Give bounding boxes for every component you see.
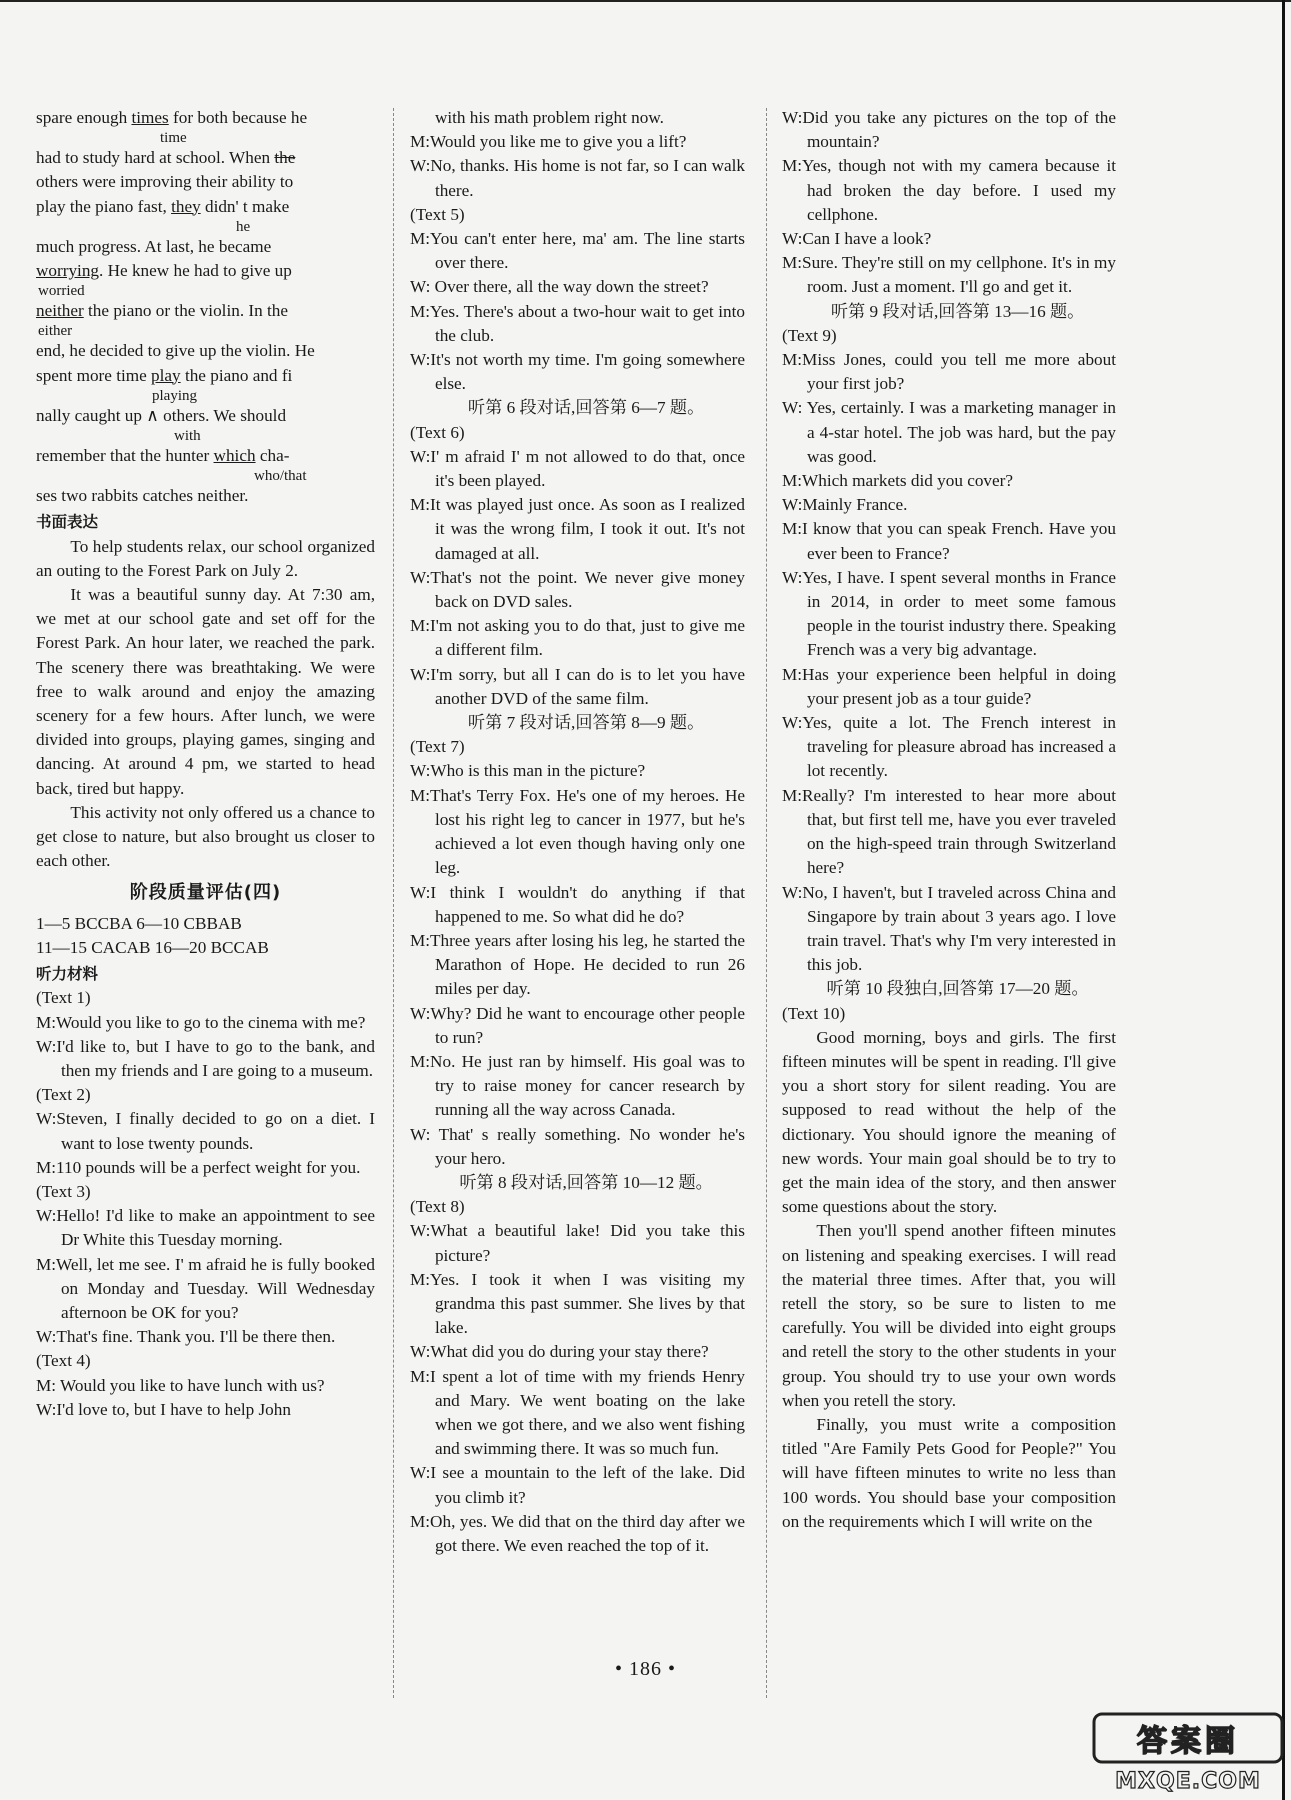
dialogue-line: W:Mainly France. bbox=[782, 495, 908, 515]
passage-text: . He knew he had to give up bbox=[99, 261, 292, 281]
dialogue-line: W:Who is this man in the picture? bbox=[410, 761, 646, 781]
dialogue-line: M:Really? I'm interested to hear more about that, but first tell me, have you ever traveled on the high-speed train through Switzerland here? bbox=[782, 785, 1116, 878]
section-title-listening: 听力材料 bbox=[36, 965, 99, 984]
correction: either bbox=[38, 323, 73, 340]
passage-line bbox=[36, 170, 375, 194]
dialogue-line: W:I see a mountain to the left of the lake. Did you climb it? bbox=[410, 1463, 745, 1507]
text-label: (Text 7) bbox=[410, 737, 465, 757]
dialogue-line: M:Yes. I took it when I was visiting my grandma this past summer. She lives by that lake. bbox=[410, 1269, 745, 1338]
writing-paragraph: This activity not only offered us a chance to get close to nature, but also brought us closer to each other. bbox=[36, 802, 375, 871]
correction: who/that bbox=[254, 468, 307, 485]
marked-word: which bbox=[213, 446, 256, 466]
writing-paragraph: To help students relax, our school organized an outing to the Forest Park on July 2. bbox=[36, 536, 375, 580]
dialogue-line: W:That's not the point. We never give money back on DVD sales. bbox=[410, 567, 745, 612]
passage-text: didn' t make bbox=[200, 196, 290, 216]
dialogue-line: W:What did you do during your stay there? bbox=[410, 1342, 709, 1362]
marked-word: neither bbox=[36, 301, 84, 321]
text-label: (Text 8) bbox=[410, 1197, 465, 1217]
passage-line bbox=[36, 235, 375, 259]
passage-line bbox=[36, 404, 375, 428]
dialogue-line: M:It was played just once. As soon as I realized it was the wrong film, I took it out. It's not damaged at all. bbox=[410, 495, 745, 563]
passage-line bbox=[36, 364, 375, 388]
marked-word: they bbox=[171, 196, 201, 216]
dialogue-line: M:Yes. There's about a two-hour wait to get into the club. bbox=[410, 301, 745, 345]
dialogue-line: with his math problem right now. bbox=[434, 108, 664, 127]
dialogue-line: M:I spent a lot of time with my friends Henry and Mary. We went boating on the lake when we got there, and we also went fishing and swimming there. It was so much fun. bbox=[410, 1366, 745, 1459]
text-label: (Text 6) bbox=[410, 422, 465, 442]
section-title-writing: 书面表达 bbox=[36, 513, 99, 532]
struck-word: the bbox=[274, 148, 296, 168]
text-label: (Text 4) bbox=[36, 1351, 91, 1371]
passage-text: spare enough bbox=[36, 108, 132, 127]
svg-text:MXQE.COM: MXQE.COM bbox=[1115, 1769, 1261, 1794]
passage-line bbox=[36, 146, 375, 170]
page-number: • 186 • bbox=[614, 1658, 676, 1680]
dialogue-line: W:What a beautiful lake! Did you take this picture? bbox=[410, 1221, 745, 1265]
dialogue-line: W:I'd like to, but I have to go to the bank, and then my friends and I are going to a museum. bbox=[36, 1036, 375, 1080]
dialogue-line: M:Would you like to go to the cinema with me? bbox=[36, 1012, 366, 1032]
text-label: (Text 2) bbox=[36, 1085, 91, 1105]
passage-text: play the piano fast, bbox=[36, 196, 172, 216]
dialogue-line: M:Would you like me to give you a lift? bbox=[410, 132, 687, 152]
error-correction-passage bbox=[36, 106, 375, 508]
passage-line bbox=[36, 299, 375, 323]
dialogue-line: W: Over there, all the way down the street? bbox=[410, 277, 709, 297]
passage-text: had to study hard at school. When bbox=[36, 148, 275, 168]
listening-instruction: 听第 6 段对话,回答第 6—7 题。 bbox=[467, 398, 705, 418]
marked-word: times bbox=[131, 108, 169, 127]
dialogue-line: W: That' s really something. No wonder he's your hero. bbox=[410, 1124, 745, 1168]
passage-line bbox=[36, 444, 375, 468]
correction: worried bbox=[38, 283, 85, 300]
marked-word: play bbox=[151, 365, 181, 385]
dialogue-line: W:Why? Did he want to encourage other people to run? bbox=[410, 1003, 745, 1047]
dialogue-line: W:Hello! I'd like to make an appointment to see Dr White this Tuesday morning. bbox=[36, 1206, 375, 1250]
dialogue-line: W:That's fine. Thank you. I'll be there then. bbox=[36, 1327, 336, 1347]
monologue-paragraph: Then you'll spend another fifteen minutes on listening and speaking exercises. I will read the material three times. After that, you will retell the story, so be sure to listen to me carefully. You will be divided into eight groups and retell the story to the other students in your group. You should try to use your own words when you retell the story. bbox=[782, 1221, 1116, 1410]
passage-line bbox=[36, 195, 375, 219]
dialogue-line: M:No. He just ran by himself. His goal was to try to raise money for cancer research by running all the way across Canada. bbox=[410, 1051, 745, 1120]
passage-line bbox=[36, 339, 375, 363]
dialogue-line: M:I'm not asking you to do that, just to give me a different film. bbox=[410, 616, 745, 660]
passage-text: spent more time bbox=[36, 365, 152, 385]
page-edge bbox=[1282, 0, 1285, 1800]
dialogue-line: W:No, thanks. His home is not far, so I can walk there. bbox=[410, 156, 745, 200]
answer-key-row: 11—15 CACAB 16—20 BCCAB bbox=[36, 937, 269, 957]
dialogue-line: M:I know that you can speak French. Have you ever been to France? bbox=[782, 519, 1116, 563]
passage-text: much progress. At last, he became bbox=[36, 236, 272, 256]
dialogue-line: W:I think I wouldn't do anything if that happened to me. So what did he do? bbox=[410, 882, 745, 926]
column-divider bbox=[393, 108, 394, 1698]
dialogue-line: W:I'm sorry, but all I can do is to let you have another DVD of the same film. bbox=[410, 664, 745, 708]
section-heading: 阶段质量评估(四) bbox=[129, 882, 282, 904]
listening-instruction: 听第 7 段对话,回答第 8—9 题。 bbox=[467, 713, 705, 733]
column-right bbox=[782, 106, 1116, 1534]
dialogue-line: M:You can't enter here, ma' am. The line starts over there. bbox=[410, 229, 745, 273]
listening-instruction: 听第 10 段独白,回答第 17—20 题。 bbox=[826, 979, 1089, 999]
listening-transcript bbox=[36, 986, 375, 1422]
svg-text:答案圈: 答案圈 bbox=[1137, 1724, 1239, 1759]
dialogue-line: W:No, I haven't, but I traveled across China and Singapore by train about 3 years ago. I love train travel. That's why I'm very interested in this job. bbox=[782, 882, 1116, 975]
listening-instruction: 听第 8 段对话,回答第 10—12 题。 bbox=[459, 1172, 713, 1192]
text-label: (Text 9) bbox=[782, 325, 837, 345]
dialogue-line: M:Well, let me see. I' m afraid he is fully booked on Monday and Tuesday. Will Wednesday afternoon be OK for you? bbox=[36, 1254, 375, 1322]
column-middle bbox=[410, 106, 745, 1558]
passage-text: the piano or the violin. In the bbox=[83, 301, 289, 321]
text-label: (Text 3) bbox=[36, 1181, 91, 1201]
dialogue-line: W:Yes, I have. I spent several months in France in 2014, in order to meet some famous people in the tourist industry there. Speaking French was a very big advantage. bbox=[782, 567, 1116, 660]
dialogue-line: M:Miss Jones, could you tell me more about your first job? bbox=[782, 350, 1116, 394]
passage-text: remember that the hunter bbox=[36, 446, 214, 466]
column-divider bbox=[766, 108, 767, 1698]
writing-paragraph: It was a beautiful sunny day. At 7:30 am, we met at our school gate and set off for the Forest Park. An hour later, we reached the park. The scenery there was breathtaking. We were free to walk around and enjoy the amazing scenery for a few hours. After lunch, we were divided into groups, playing games, singing and dancing. At around 4 pm, we started to head back, tired but happy. bbox=[36, 585, 375, 798]
text-label: (Text 10) bbox=[782, 1003, 846, 1023]
listening-instruction: 听第 9 段对话,回答第 13—16 题。 bbox=[830, 301, 1085, 321]
dialogue-line: W:Steven, I finally decided to go on a diet. I want to lose twenty pounds. bbox=[36, 1109, 375, 1153]
passage-text: others were improving their ability to bbox=[36, 172, 294, 192]
dialogue-line: M:Three years after losing his leg, he started the Marathon of Hope. He decided to run 26 miles per day. bbox=[410, 930, 745, 999]
passage-line bbox=[36, 106, 375, 130]
dialogue-line: W:It's not worth my time. I'm going somewhere else. bbox=[410, 350, 745, 394]
passage-text: ses two rabbits catches neither. bbox=[36, 486, 249, 506]
answer-key-row: 1—5 BCCBA 6—10 CBBAB bbox=[36, 913, 242, 933]
passage-text: the piano and fi bbox=[180, 365, 293, 385]
dialogue-line: W: Yes, certainly. I was a marketing manager in a 4-star hotel. The job was hard, but the pay was good. bbox=[782, 398, 1116, 466]
dialogue-line: M:110 pounds will be a perfect weight for you. bbox=[36, 1157, 361, 1177]
dialogue-line: W:I'd love to, but I have to help John bbox=[36, 1399, 291, 1419]
dialogue-line: M:Which markets did you cover? bbox=[782, 471, 1014, 491]
dialogue-line: W:I' m afraid I' m not allowed to do that, once it's been played. bbox=[410, 446, 745, 491]
dialogue-line: W:Did you take any pictures on the top of the mountain? bbox=[782, 108, 1116, 152]
marked-word: worrying bbox=[36, 261, 100, 281]
dialogue-line: M:Yes, though not with my camera because it had broken the day before. I used my cellphone. bbox=[782, 156, 1116, 224]
dialogue-line: M: Would you like to have lunch with us? bbox=[36, 1375, 325, 1395]
text-label: (Text 1) bbox=[36, 988, 91, 1008]
watermark-logo bbox=[1090, 1708, 1286, 1796]
dialogue-line: M:Oh, yes. We did that on the third day after we got there. We even reached the top of it. bbox=[410, 1511, 745, 1555]
correction: playing bbox=[152, 387, 197, 404]
correction: he bbox=[236, 218, 251, 235]
dialogue-line: M:Sure. They're still on my cellphone. It's in my room. Just a moment. I'll go and get it. bbox=[782, 253, 1116, 297]
monologue-paragraph: Finally, you must write a composition titled "Are Family Pets Good for People?" You will have fifteen minutes to write no less than 100 words. You should base your composition on the requirements which I will write on the bbox=[782, 1414, 1116, 1531]
passage-text: cha- bbox=[255, 446, 290, 466]
column-left bbox=[36, 106, 375, 1422]
monologue-paragraph: Good morning, boys and girls. The first fifteen minutes will be spent in reading. I'll give you a short story for silent reading. You are supposed to read without the help of the dictionary. You should ignore the meaning of new words. Your main goal should be to try to get the main idea of the story, and then answer some questions about the story. bbox=[782, 1027, 1116, 1217]
passage-line bbox=[36, 484, 375, 508]
dialogue-line: W:Yes, quite a lot. The French interest in traveling for pleasure abroad has increased a lot recently. bbox=[782, 713, 1116, 781]
dialogue-line: W:Can I have a look? bbox=[782, 229, 932, 249]
dialogue-line: M:Has your experience been helpful in doing your present job as a tour guide? bbox=[782, 664, 1116, 708]
passage-line bbox=[36, 259, 375, 283]
correction: time bbox=[160, 130, 187, 147]
passage-text: nally caught up ∧ others. We should bbox=[36, 405, 287, 425]
passage-text: end, he decided to give up the violin. He bbox=[36, 341, 315, 361]
text-label: (Text 5) bbox=[410, 204, 465, 224]
passage-text: for both because he bbox=[168, 108, 308, 127]
correction: with bbox=[174, 428, 201, 445]
dialogue-line: M:That's Terry Fox. He's one of my heroes. He lost his right leg to cancer in 1977, but he's achieved a lot even though having only one leg. bbox=[410, 785, 745, 878]
